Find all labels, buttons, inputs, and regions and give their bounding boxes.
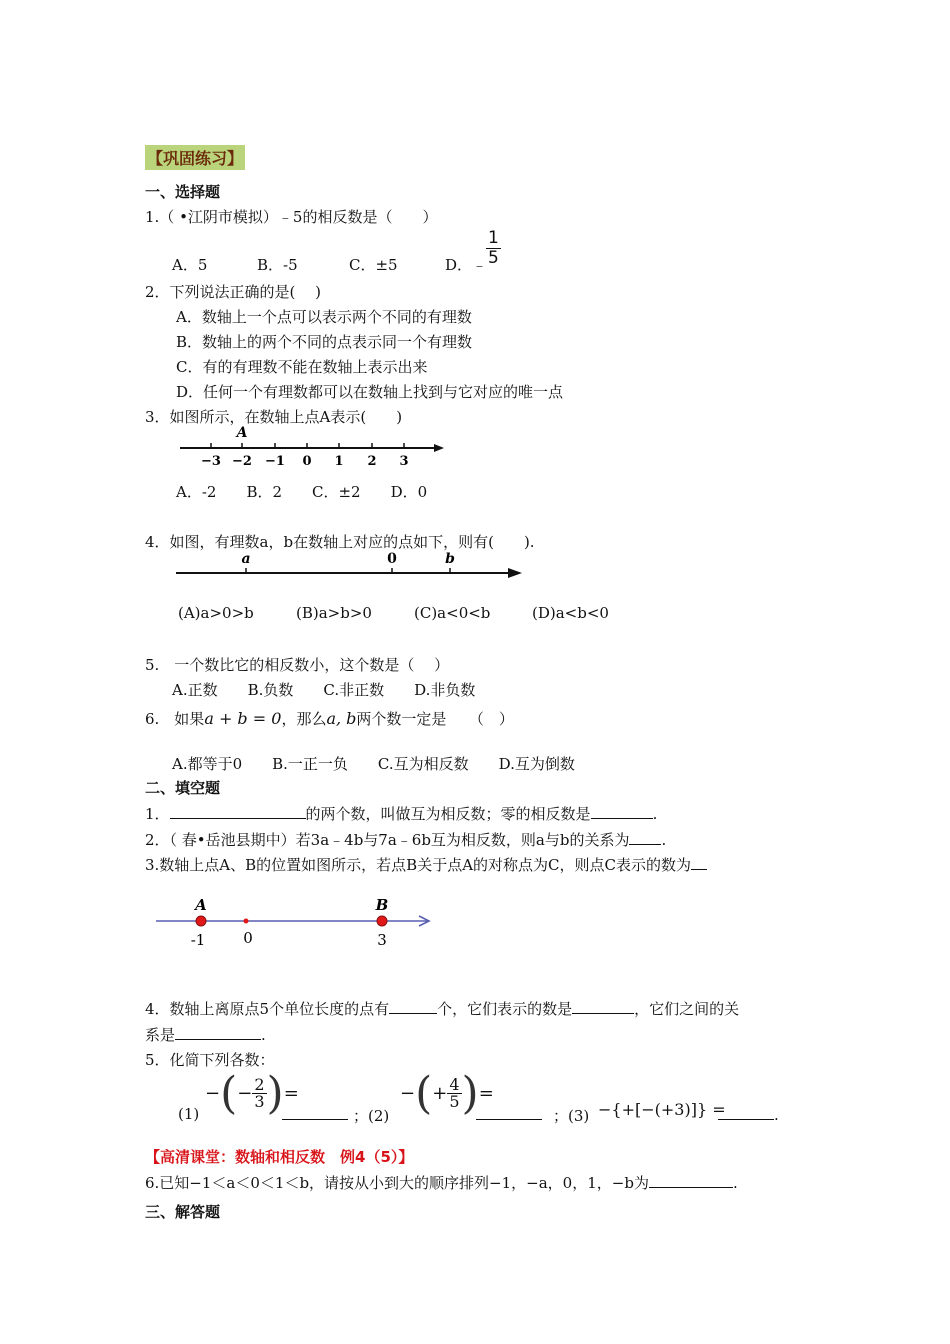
f2-end: . <box>661 831 667 849</box>
q2-option-c: C．有的有理数不能在数轴上表示出来 <box>176 358 428 376</box>
q2-option-d: D．任何一个有理数都可以在数轴上找到与它对应的唯一点 <box>176 383 564 401</box>
f4-blank-2[interactable] <box>572 999 634 1014</box>
heading-choice: 一、选择题 <box>145 183 221 201</box>
f1-number: 1． <box>145 805 170 823</box>
label-zero: 0 <box>387 551 397 567</box>
f4-end: . <box>261 1026 266 1044</box>
tick-label: 3 <box>399 454 409 469</box>
f2-text: 2．（ 春•岳池县期中）若3a﹣4b与7a﹣6b互为相反数，则a与b的关系为 <box>145 831 630 849</box>
tick-label: −2 <box>232 454 252 469</box>
label-b: b <box>445 551 455 567</box>
f4-text-d: 系是 <box>145 1026 176 1044</box>
f4-text-c: ，它们之间的关 <box>634 1000 740 1018</box>
tick-label: 1 <box>334 454 344 469</box>
f5-end: . <box>774 1106 779 1124</box>
q6-formula: a + b = 0 <box>204 709 282 728</box>
f5-e1-label: (1) <box>178 1105 200 1123</box>
q3-number-line <box>176 424 451 470</box>
q4-option-a: (A)a>0>b <box>178 604 254 622</box>
fraction-numerator: 1 <box>488 228 499 248</box>
f1-end: . <box>652 805 658 823</box>
q1-option-a: A．5 <box>172 256 208 274</box>
f6-line <box>145 1172 738 1193</box>
q1-stem: 1.（ •江阴市模拟）﹣5的相反数是（ ） <box>145 208 438 226</box>
q1-d-fraction <box>486 229 501 268</box>
f5-blank-1[interactable] <box>282 1105 348 1120</box>
right-paren: ) <box>266 1068 284 1119</box>
point-a-label: A <box>236 425 248 441</box>
f4-line-1 <box>145 998 739 1019</box>
left-paren: ( <box>415 1068 433 1119</box>
label-a: a <box>241 551 251 567</box>
denominator: 3 <box>254 1092 265 1111</box>
q5-stem: 5. 一个数比它的相反数小，这个数是（ ） <box>145 656 450 674</box>
q5-options: A.正数 B.负数 C.非正数 D.非负数 <box>172 681 476 699</box>
q4-stem: 4．如图，有理数a，b在数轴上对应的点如下，则有( ). <box>145 533 535 551</box>
f1-line <box>145 803 657 824</box>
f2-line <box>145 829 666 850</box>
f3-line <box>145 854 707 875</box>
right-paren: ) <box>461 1068 479 1119</box>
f1-blank-1[interactable] <box>170 804 306 819</box>
left-paren: ( <box>220 1068 238 1119</box>
f6-end: . <box>732 1174 738 1192</box>
numerator: 4 <box>449 1075 460 1094</box>
q2-option-a: A．数轴上一个点可以表示两个不同的有理数 <box>176 308 472 326</box>
heading-fill: 二、填空题 <box>145 779 221 797</box>
fraction <box>447 1077 461 1110</box>
point-b <box>377 916 387 926</box>
f1-blank-2[interactable] <box>591 804 653 819</box>
denominator: 5 <box>449 1092 460 1111</box>
f5-e3-expr: −{+[−(+3)]} = <box>598 1100 726 1119</box>
f5-stem: 5．化简下列各数： <box>145 1051 275 1069</box>
f4-text-b: 个，它们表示的数是 <box>437 1000 573 1018</box>
q1-option-d: D．﹣ <box>445 256 488 274</box>
fraction <box>252 1077 266 1110</box>
value-b: 3 <box>377 931 387 949</box>
q6-stem <box>145 708 514 729</box>
f5-e3-answer <box>718 1105 779 1124</box>
value-zero: 0 <box>243 929 253 947</box>
f4-blank-1[interactable] <box>389 999 437 1014</box>
q4-number-line <box>174 549 526 583</box>
f5-e1-answer <box>282 1105 348 1124</box>
q6-post: 两个数一定是 （ ） <box>356 710 514 728</box>
point-a <box>196 916 206 926</box>
f4-line-2 <box>145 1024 266 1045</box>
q6-options: A.都等于0 B.一正一负 C.互为相反数 D.互为倒数 <box>172 755 575 773</box>
q4-option-b: (B)a>b>0 <box>296 604 372 622</box>
q1-option-c: C．±5 <box>349 256 398 274</box>
q2-stem: 2．下列说法正确的是( ) <box>145 283 322 301</box>
f3-blank[interactable] <box>691 855 707 870</box>
q6-pre: 6. 如果 <box>145 710 205 728</box>
f5-blank-3[interactable] <box>718 1105 774 1120</box>
f1-text: 的两个数，叫做互为相反数；零的相反数是 <box>305 805 591 823</box>
f4-blank-3[interactable] <box>175 1025 261 1040</box>
inner-sign: − <box>237 1083 253 1104</box>
minus-sign: − <box>400 1083 416 1104</box>
f2-blank[interactable] <box>629 830 661 845</box>
label-b: B <box>375 896 389 914</box>
f5-e2-answer <box>476 1105 542 1124</box>
label-a: A <box>195 896 207 914</box>
point-origin <box>244 919 249 924</box>
q6-vars: a, b <box>326 709 357 728</box>
f6-text: 6.已知−1＜a＜0＜1＜b，请按从小到大的顺序排列−1，−a，0，1，−b为 <box>145 1174 649 1192</box>
minus-sign: − <box>205 1083 221 1104</box>
red-section-title: 【高清课堂：数轴和相反数 例4（5）】 <box>145 1148 414 1166</box>
f4-text-a: 4．数轴上离原点5个单位长度的点有 <box>145 1000 390 1018</box>
q4-option-d: (D)a<b<0 <box>532 604 609 622</box>
q2-option-b: B．数轴上的两个不同的点表示同一个有理数 <box>176 333 473 351</box>
axis-arrow <box>434 444 444 452</box>
q4-option-c: (C)a<0<b <box>414 604 491 622</box>
heading-answer: 三、解答题 <box>145 1203 221 1221</box>
f6-blank[interactable] <box>649 1173 733 1188</box>
q1-option-b: B．-5 <box>257 256 298 274</box>
tick-label: −1 <box>265 454 285 469</box>
axis-arrow <box>508 568 522 578</box>
numerator: 2 <box>254 1075 265 1094</box>
f5-e2-label: ；(2) <box>353 1107 390 1125</box>
section-tag: 【巩固练习】 <box>145 145 245 170</box>
f3-number-line <box>152 893 437 953</box>
f3-text: 3.数轴上点A、B的位置如图所示，若点B关于点A的对称点为C，则点C表示的数为 <box>145 856 691 874</box>
fraction-denominator: 5 <box>488 248 499 268</box>
q6-mid: ，那么 <box>281 710 327 728</box>
f5-blank-2[interactable] <box>476 1105 542 1120</box>
inner-sign: + <box>432 1083 448 1104</box>
f5-e3-label: ；(3) <box>553 1107 590 1125</box>
tick-label: 0 <box>302 454 312 469</box>
tick-label: −3 <box>201 454 221 469</box>
value-a: -1 <box>190 931 206 949</box>
tick-label: 2 <box>367 454 377 469</box>
q3-options: A．-2 B．2 C．±2 D．0 <box>176 483 428 501</box>
q3-stem: 3．如图所示，在数轴上点A表示( ) <box>145 408 403 426</box>
equals: = <box>283 1083 299 1104</box>
equals: = <box>478 1083 494 1104</box>
